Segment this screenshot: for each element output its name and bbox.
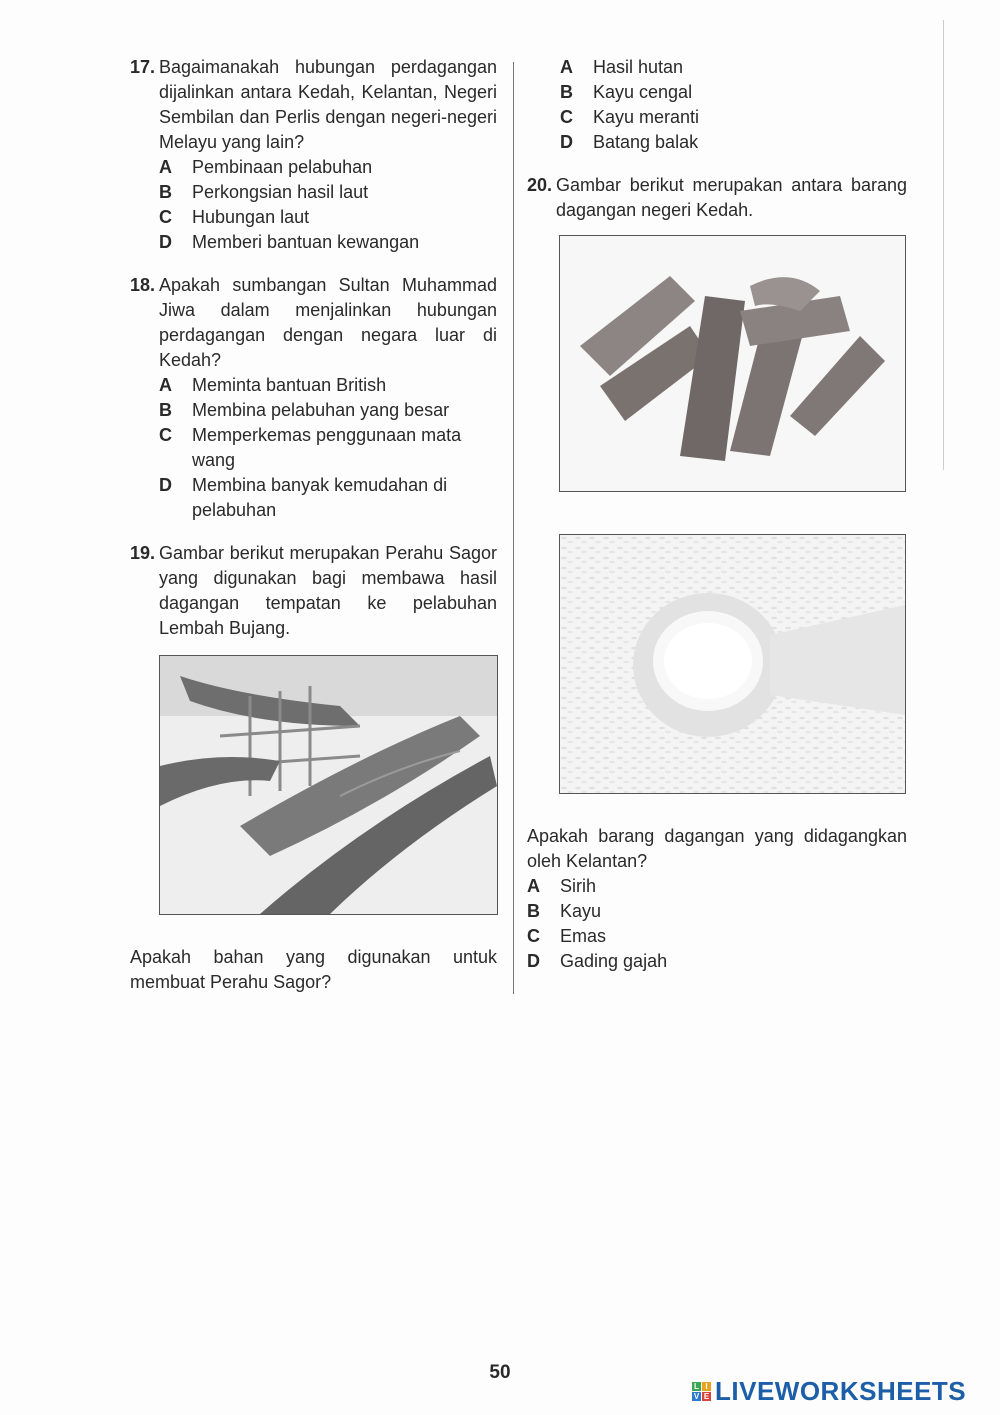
option-text: Batang balak (593, 132, 699, 152)
option-text: Pembinaan pelabuhan (192, 157, 373, 177)
question-text: Apakah sumbangan Sultan Muhammad Jiwa dalam menjalinkan hubungan perdagangan dengan negara luar di Kedah? (159, 275, 497, 370)
perahu-sagor-photo (159, 655, 498, 915)
question-prompt: Apakah barang dagangan yang didagangkan oleh Kelantan? (527, 826, 907, 871)
question-number: 17. (130, 57, 156, 77)
option-letter: B (159, 182, 172, 202)
question-18 (130, 273, 497, 523)
option-text: Memberi bantuan kewangan (192, 232, 420, 252)
option-text: Kayu cengal (593, 82, 693, 102)
option-d[interactable] (560, 130, 907, 155)
left-column (130, 55, 497, 1013)
options-list (527, 874, 907, 974)
option-letter: B (527, 901, 540, 921)
question-19 (130, 541, 497, 995)
option-c[interactable] (527, 924, 907, 949)
option-text: Membina pelabuhan yang besar (192, 400, 450, 420)
option-c[interactable] (560, 105, 907, 130)
liveworksheets-mark-icon: L I V E (693, 1382, 710, 1401)
option-d[interactable] (159, 230, 497, 255)
option-b[interactable] (159, 180, 497, 205)
option-b[interactable] (527, 899, 907, 924)
liveworksheets-logo[interactable] (692, 1376, 966, 1407)
option-c[interactable] (159, 205, 497, 230)
question-number: 20. (527, 175, 553, 195)
option-letter: B (560, 82, 573, 102)
question-text: Gambar berikut merupakan antara barang dagangan negeri Kedah. (556, 175, 907, 220)
option-text: Hubungan laut (192, 207, 310, 227)
option-a[interactable] (527, 874, 907, 899)
question-prompt: Apakah bahan yang digunakan untuk membuat Perahu Sagor? (130, 947, 497, 992)
option-letter: D (527, 951, 540, 971)
option-b[interactable] (159, 398, 497, 423)
option-text: Meminta bantuan British (192, 375, 387, 395)
option-text: Kayu (560, 901, 602, 921)
option-c[interactable] (159, 423, 497, 473)
question-number: 19. (130, 543, 156, 563)
question-20 (527, 173, 907, 974)
option-a[interactable] (159, 155, 497, 180)
column-divider (513, 62, 514, 994)
option-letter: A (527, 876, 540, 896)
question-text: Bagaimanakah hubungan perdagangan dijalinkan antara Kedah, Kelantan, Negeri Sembilan dan Perlis dengan negeri-negeri Melayu yang lain? (159, 57, 497, 152)
option-letter: A (159, 157, 172, 177)
option-text: Kayu meranti (593, 107, 700, 127)
question-number: 18. (130, 275, 156, 295)
option-letter: A (159, 375, 172, 395)
option-letter: D (159, 232, 172, 252)
option-text: Sirih (560, 876, 597, 896)
option-text: Emas (560, 926, 607, 946)
option-letter: D (560, 132, 573, 152)
question-17 (130, 55, 497, 255)
option-text: Membina banyak kemudahan di pelabuhan (192, 475, 448, 520)
options-list (159, 373, 497, 523)
q19-options-list (560, 55, 907, 155)
option-letter: B (159, 400, 172, 420)
option-text: Gading gajah (560, 951, 668, 971)
option-a[interactable] (560, 55, 907, 80)
options-list (159, 155, 497, 255)
rice-spoon-photo (559, 534, 906, 794)
scan-edge-line (943, 20, 944, 470)
right-column (527, 55, 907, 992)
option-d[interactable] (159, 473, 497, 523)
option-text: Hasil hutan (593, 57, 684, 77)
option-text: Perkongsian hasil laut (192, 182, 369, 202)
option-text: Memperkemas penggunaan mata wang (192, 425, 462, 470)
option-letter: C (560, 107, 573, 127)
option-letter: A (560, 57, 573, 77)
option-d[interactable] (527, 949, 907, 974)
question-text: Gambar berikut merupakan Perahu Sagor yang digunakan bagi membawa hasil dagangan tempatan ke pelabuhan Lembah Bujang. (159, 543, 497, 638)
option-a[interactable] (159, 373, 497, 398)
option-letter: C (527, 926, 540, 946)
wood-pieces-photo (559, 235, 906, 492)
brand-text: LIVEWORKSHEETS (715, 1376, 967, 1406)
option-letter: C (159, 207, 172, 227)
option-letter: D (159, 475, 172, 495)
option-letter: C (159, 425, 172, 445)
page-number: 50 (489, 1362, 511, 1383)
option-b[interactable] (560, 80, 907, 105)
